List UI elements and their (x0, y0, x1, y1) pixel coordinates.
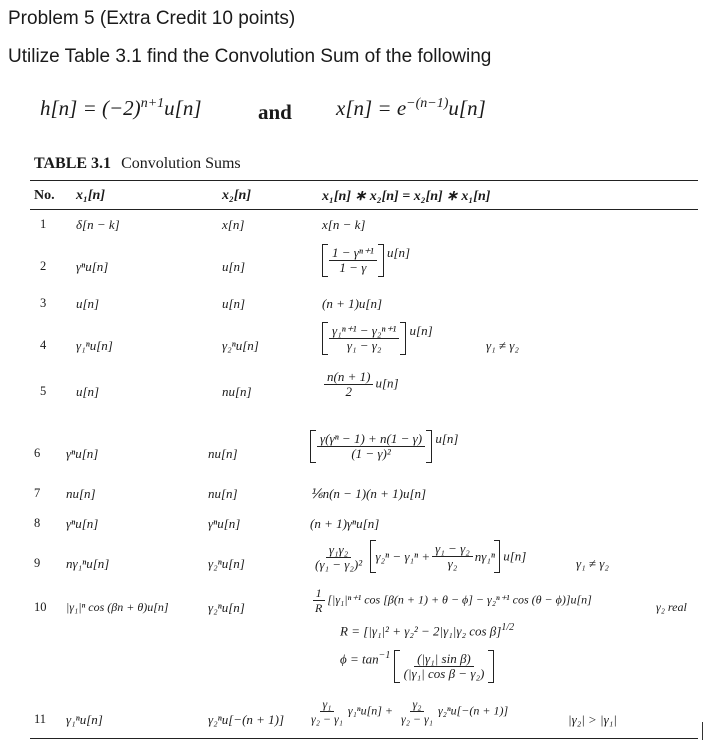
row-10-condition: γ₂ real (656, 600, 687, 614)
row-7-no: 7 (34, 486, 41, 500)
row-9-x1: nγ₁ⁿu[n] (66, 556, 110, 571)
row-11-condition: |γ₂| > |γ₁| (568, 712, 617, 727)
row-4-x1: γ₁ⁿu[n] (76, 338, 113, 353)
row-6-no: 6 (34, 446, 41, 460)
and-connector: and (258, 100, 292, 124)
row-10-no: 10 (34, 600, 47, 614)
problem-title: Problem 5 (Extra Credit 10 points) (8, 8, 296, 29)
row-4-x2: γ₂ⁿu[n] (222, 338, 259, 353)
x-equation: $x[n] = e^{-(n-1)}u[n]$ (336, 96, 486, 120)
problem-instruction: Utilize Table 3.1 find the Convolution Sum of the following (8, 46, 492, 67)
row-10-x1: |γ₁|ⁿ cos (βn + θ)u[n] (66, 600, 169, 614)
table-top-rule (30, 180, 698, 181)
row-2-result: $\frac{\text{1 − γⁿ⁺¹}}{1 - \gamma}$ u[n] (322, 244, 410, 277)
row-11-x1: γ₁ⁿu[n] (66, 712, 103, 727)
text-cursor (702, 722, 703, 740)
row-1-no: 1 (40, 217, 47, 231)
header-x2: x₂[n] (222, 188, 251, 203)
row-4-condition: γ₁ ≠ γ₂ (486, 338, 519, 353)
row-1-x1: δ[n − k] (76, 217, 120, 232)
row-6-result: $\frac{\text{γ(γⁿ − 1) + n(1 − γ)}}{\text{(1 − γ)²}}$ u[n] (310, 430, 458, 463)
row-5-result: $\frac{n(n + 1)}{2}$ u[n] (322, 370, 399, 399)
row-8-x1: γⁿu[n] (66, 516, 99, 531)
row-3-x1: u[n] (76, 296, 100, 311)
row-7-x2: nu[n] (208, 486, 238, 501)
row-10-result: $\frac{1}{R}$ [|γ₁|ⁿ⁺¹ cos [β(n + 1) + θ − ϕ] − γ₂ⁿ⁺¹ cos (θ − ϕ)]u[n] (310, 586, 592, 615)
row-8-x2: γⁿu[n] (208, 516, 241, 531)
row-1-result: x[n − k] (322, 217, 366, 232)
row-10-x2: γ₂ⁿu[n] (208, 600, 245, 615)
row-10-phi-definition: $\phi = \tan^{-1}$ $\frac{\text{(|γ₁| sin β)}}{\text{(|γ₁| cos β − γ₂)}}$ (340, 650, 494, 683)
row-1-x2: x[n] (222, 217, 245, 232)
row-9-x2: γ₂ⁿu[n] (208, 556, 245, 571)
row-6-x2: nu[n] (208, 446, 238, 461)
table-bottom-rule (30, 738, 698, 739)
row-7-x1: nu[n] (66, 486, 96, 501)
row-8-result: (n + 1)γⁿu[n] (310, 516, 380, 531)
row-3-result: (n + 1)u[n] (322, 296, 383, 311)
row-6-x1: γⁿu[n] (66, 446, 99, 461)
row-11-no: 11 (34, 712, 47, 726)
row-3-no: 3 (40, 296, 47, 310)
row-11-x2: γ₂ⁿu[−(n + 1)] (208, 712, 285, 727)
row-5-no: 5 (40, 384, 47, 398)
row-11-result: $\frac{\text{γ₁}}{\text{γ₂ − γ₁}}$ γ₁ⁿu[n] + $\frac{\text{γ₂}}{\text{γ₂ − γ₁}}$ γ₂ⁿu[−(n + 1)] (311, 697, 509, 726)
row-9-result: $\frac{\text{γ₁γ₂}}{\text{(γ₁ − γ₂)²}}$ γ₂ⁿ − γ₁ⁿ + $\frac{\text{γ₁ − γ₂}}{\text{γ₂}}$ nγ₁ⁿ u[n] (315, 541, 527, 573)
row-9-condition: γ₁ ≠ γ₂ (576, 556, 609, 571)
header-result: x₁[n] ∗ x₂[n] = x₂[n] ∗ x₁[n] (322, 189, 491, 204)
row-3-x2: u[n] (222, 296, 246, 311)
h-equation: $h[n] = (-2)^{n+1}u[n]$ (40, 96, 202, 120)
row-8-no: 8 (34, 516, 41, 530)
row-10-r-definition: R = [|γ₁|² + γ₂² − 2|γ₁|γ₂ cos β]$^{1/2}$ (340, 622, 515, 639)
row-4-no: 4 (40, 338, 47, 352)
row-2-no: 2 (40, 259, 47, 273)
row-7-result: ⅙n(n − 1)(n + 1)u[n] (310, 486, 427, 501)
row-2-x1: γⁿu[n] (76, 259, 109, 274)
row-4-result: $\frac{\text{γ₁ⁿ⁺¹ − γ₂ⁿ⁺¹}}{\text{γ₁ − γ₂}}$ u[n] (322, 322, 433, 355)
table-title: TABLE 3.1 Convolution Sums (34, 155, 241, 172)
row-9-no: 9 (34, 556, 41, 570)
header-no: No. (34, 188, 55, 203)
row-2-x2: u[n] (222, 259, 246, 274)
table-header-rule (30, 209, 698, 210)
row-5-x2: nu[n] (222, 384, 252, 399)
header-x1: x₁[n] (76, 188, 105, 203)
row-5-x1: u[n] (76, 384, 100, 399)
